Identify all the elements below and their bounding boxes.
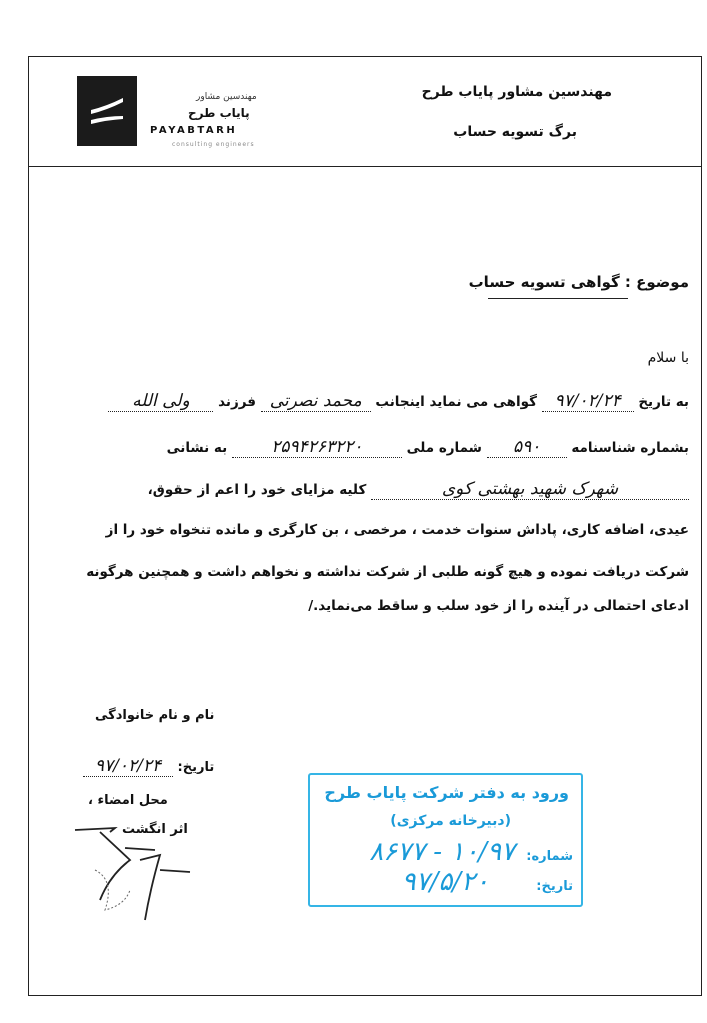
body-line-6: ادعای احتمالی در آینده را از خود سلب و ساقط می‌نماید./ bbox=[308, 598, 689, 614]
body-line-2 bbox=[167, 437, 689, 458]
subject-heading: موضوع : گواهی تسویه حساب bbox=[468, 273, 689, 291]
company-name: مهندسین مشاور پایاب طرح bbox=[421, 84, 612, 100]
handwritten-address: شهرک شهید بهشتی کوی bbox=[371, 479, 689, 500]
body-text: شماره ملی bbox=[406, 440, 482, 456]
body-text: کلیه مزایای خود را اعم از حقوق، bbox=[147, 482, 367, 498]
body-text: به نشانی bbox=[166, 440, 228, 456]
greeting: با سلام bbox=[647, 350, 689, 366]
handwritten-father-name: ولی الله bbox=[108, 391, 213, 412]
logo-name-fa: پایاب طرح bbox=[188, 106, 250, 120]
handwritten-date: ۹۷/۰۲/۲۴ bbox=[542, 391, 634, 412]
stamp-subtitle: (دبیرخانه مرکزی) bbox=[390, 813, 511, 829]
body-line-3 bbox=[148, 479, 689, 500]
handwritten-id-number: ۵۹۰ bbox=[487, 437, 567, 458]
full-name-label: نام و نام خانوادگی bbox=[95, 708, 215, 723]
body-line-1 bbox=[108, 391, 689, 412]
signature-scribble-icon bbox=[70, 820, 210, 930]
payabtarh-logo-icon bbox=[77, 76, 137, 146]
fingerprint-label: اثر انگشت bbox=[122, 822, 188, 837]
form-title: برگ تسویه حساب bbox=[453, 124, 577, 140]
stamp-date-value: ۹۷/۵/۲۰ bbox=[401, 867, 489, 897]
handwritten-sign-date: ۹۷/۰۲/۲۴ bbox=[83, 756, 173, 777]
logo-name-en: PAYABTARH bbox=[150, 125, 238, 136]
stamp-number-value: ۱۰/۹۷ - ۸۶۷۷ bbox=[369, 837, 515, 867]
logo-small-text: مهندسین مشاور bbox=[196, 92, 257, 102]
body-line-5: شرکت دریافت نموده و هیچ گونه طلبی از شرکت نداشته و نخواهم داشت و همچنین هرگونه bbox=[86, 564, 689, 580]
logo-tagline: consulting engineers bbox=[172, 141, 255, 148]
signature-date-row bbox=[83, 756, 214, 777]
office-entry-stamp bbox=[308, 773, 583, 907]
signature-place-label: محل امضاء ، bbox=[88, 793, 168, 808]
header-divider bbox=[28, 166, 702, 167]
subject-underline bbox=[488, 298, 628, 299]
stamp-title: ورود به دفتر شرکت پایاب طرح bbox=[324, 783, 569, 802]
stamp-date-label: تاریخ: bbox=[536, 879, 573, 894]
body-text: به تاریخ bbox=[638, 394, 689, 410]
body-line-4: عیدی، اضافه کاری، پاداش سنوات خدمت ، مرخصی ، بن کارگری و مانده تنخواه خود را از bbox=[105, 522, 689, 538]
body-text: گواهی می نماید اینجانب bbox=[375, 394, 537, 410]
stamp-number-label: شماره: bbox=[526, 849, 573, 864]
handwritten-national-id: ۲۵۹۴۲۶۳۲۲۰ bbox=[232, 437, 402, 458]
body-text: بشماره شناسنامه bbox=[571, 440, 689, 456]
body-text: فرزند bbox=[218, 394, 257, 410]
handwritten-name: محمد نصرتی bbox=[261, 391, 371, 412]
date-label: تاریخ: bbox=[177, 760, 215, 775]
